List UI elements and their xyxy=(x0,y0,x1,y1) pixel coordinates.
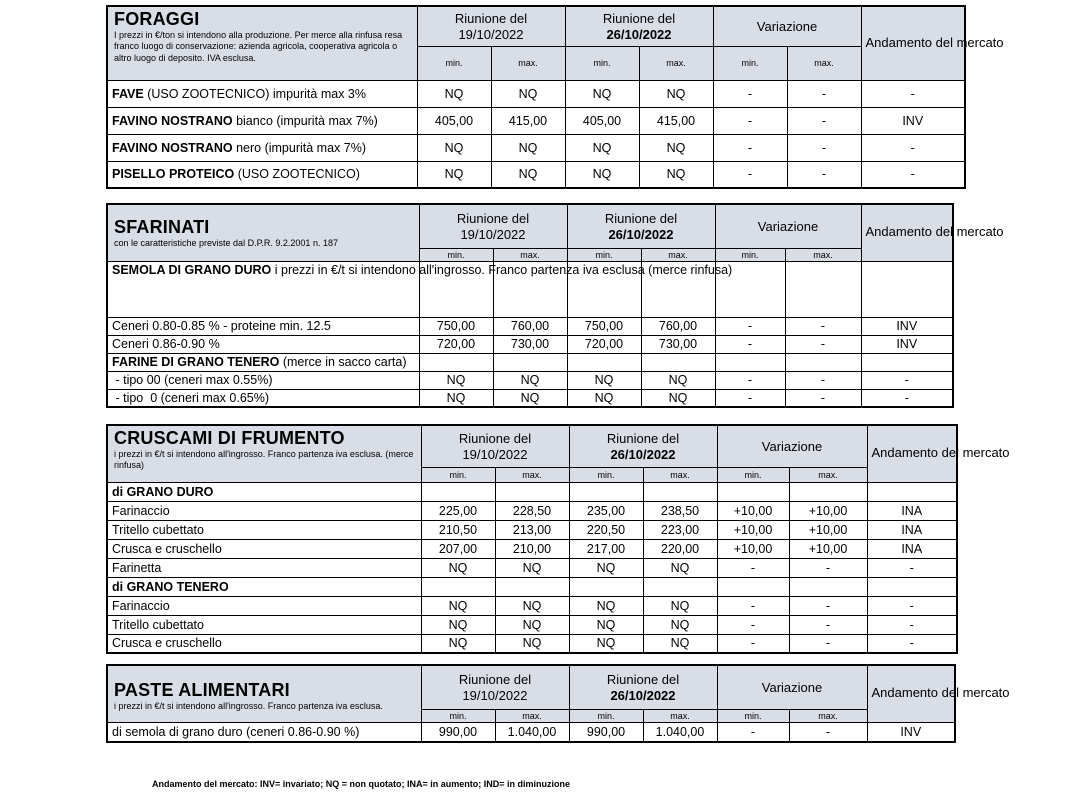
table-row xyxy=(107,107,965,134)
riunione-1-header xyxy=(421,425,569,467)
variazione-header: Variazione xyxy=(713,6,861,46)
cell: - xyxy=(861,80,965,107)
cell: - xyxy=(867,615,957,634)
cell: NQ xyxy=(491,134,565,161)
cell: NQ xyxy=(419,389,493,407)
cell: 760,00 xyxy=(493,317,567,335)
cell: NQ xyxy=(421,634,495,653)
cell: 220,50 xyxy=(569,520,643,539)
max-header: max. xyxy=(643,467,717,482)
cell: 720,00 xyxy=(567,335,641,353)
sfarinati-note: con le caratteristiche previste dal D.P.R. 9.2.2001 n. 187 xyxy=(114,238,338,248)
riunione-1-header xyxy=(419,204,567,248)
cell: - xyxy=(789,615,867,634)
riunione-2-header xyxy=(565,6,713,46)
row-label-bold: FAVINO NOSTRANO xyxy=(112,113,233,128)
cell: NQ xyxy=(417,134,491,161)
cell: NQ xyxy=(421,596,495,615)
riunione-label: Riunione del xyxy=(604,210,678,226)
cell: NQ xyxy=(495,634,569,653)
cell: - xyxy=(713,107,787,134)
cell: - xyxy=(861,161,965,188)
cell: INV xyxy=(867,722,955,742)
riunione-2-header xyxy=(569,665,717,709)
cell: 225,00 xyxy=(421,501,495,520)
table-row xyxy=(107,482,957,501)
table-row xyxy=(107,634,957,653)
cell: - xyxy=(789,596,867,615)
cell: INV xyxy=(861,335,953,353)
cell: NQ xyxy=(641,371,715,389)
min-header: min. xyxy=(419,248,493,261)
cell: NQ xyxy=(565,134,639,161)
cell: +10,00 xyxy=(789,501,867,520)
grano-tenero-label: di GRANO TENERO xyxy=(107,577,421,596)
cell: - xyxy=(787,161,861,188)
cell: 415,00 xyxy=(639,107,713,134)
cell: NQ xyxy=(493,371,567,389)
max-header: max. xyxy=(491,46,565,80)
cell: NQ xyxy=(421,558,495,577)
paste-header xyxy=(107,665,421,722)
sfarinati-table xyxy=(106,203,1004,408)
riunione-label: Riunione del xyxy=(606,430,680,446)
cell: 207,00 xyxy=(421,539,495,558)
cell: - xyxy=(789,722,867,742)
cell: - xyxy=(713,134,787,161)
cell: NQ xyxy=(569,558,643,577)
row-label: Ceneri 0.86-0.90 % xyxy=(107,335,419,353)
row-label: nero (impurità max 7%) xyxy=(232,140,366,155)
cell: 405,00 xyxy=(417,107,491,134)
row-label: Ceneri 0.80-0.85 % - proteine min. 12.5 xyxy=(107,317,419,335)
row-label: bianco (impurità max 7%) xyxy=(232,113,378,128)
table-row xyxy=(107,501,957,520)
min-header: min. xyxy=(713,46,787,80)
riunione-label: Riunione del xyxy=(602,10,676,26)
cell: - xyxy=(713,80,787,107)
cell: 990,00 xyxy=(569,722,643,742)
cell: NQ xyxy=(569,596,643,615)
foraggi-title: FORAGGI xyxy=(114,9,200,29)
cell: 228,50 xyxy=(495,501,569,520)
cell: NQ xyxy=(569,634,643,653)
cell: 415,00 xyxy=(491,107,565,134)
row-label: (USO ZOOTECNICO) impurità max 3% xyxy=(143,86,366,101)
riunione-date-2: 26/10/2022 xyxy=(610,687,676,703)
cell: - xyxy=(785,335,861,353)
cruscami-header xyxy=(107,425,421,482)
min-header: min. xyxy=(717,709,789,722)
cell: NQ xyxy=(643,596,717,615)
cell: 730,00 xyxy=(641,335,715,353)
cell: - xyxy=(861,134,965,161)
table-row xyxy=(107,539,957,558)
riunione-date-1: 19/10/2022 xyxy=(458,26,524,42)
riunione-date-2: 26/10/2022 xyxy=(608,226,674,242)
cell: NQ xyxy=(495,558,569,577)
table-row xyxy=(107,335,953,353)
paste-title: PASTE ALIMENTARI xyxy=(114,680,290,700)
row-label: Farinetta xyxy=(107,558,421,577)
min-header: min. xyxy=(717,467,789,482)
farine-label-bold: FARINE DI GRANO TENERO xyxy=(112,355,280,369)
cell: NQ xyxy=(565,80,639,107)
table-row xyxy=(107,80,965,107)
andamento-header: Andamento del mercato xyxy=(861,204,953,261)
cell: 235,00 xyxy=(569,501,643,520)
paste-note: i prezzi in €/t si intendono all'ingrosso. Franco partenza iva esclusa. xyxy=(114,701,383,711)
cell: +10,00 xyxy=(789,520,867,539)
min-header: min. xyxy=(417,46,491,80)
riunione-label: Riunione del xyxy=(606,671,680,687)
row-label: Tritello cubettato xyxy=(107,615,421,634)
andamento-header: Andamento del mercato xyxy=(867,425,957,482)
cell: 1.040,00 xyxy=(495,722,569,742)
table-row xyxy=(107,261,953,317)
cell: NQ xyxy=(493,389,567,407)
cell: 210,50 xyxy=(421,520,495,539)
cell: 750,00 xyxy=(567,317,641,335)
cell: 223,00 xyxy=(643,520,717,539)
cell: NQ xyxy=(569,615,643,634)
cell: NQ xyxy=(639,161,713,188)
table-row xyxy=(107,371,953,389)
cell: NQ xyxy=(491,80,565,107)
max-header: max. xyxy=(789,709,867,722)
cell: - xyxy=(867,558,957,577)
semola-label: i prezzi in €/t si intendono all'ingrosso. Franco partenza iva esclusa (merce rinfusa) xyxy=(271,262,733,277)
riunione-date-2: 26/10/2022 xyxy=(606,26,672,42)
cell: +10,00 xyxy=(717,501,789,520)
cell: 1.040,00 xyxy=(643,722,717,742)
cell: 217,00 xyxy=(569,539,643,558)
row-label-bold: PISELLO PROTEICO xyxy=(112,167,235,182)
cell: - xyxy=(717,596,789,615)
max-header: max. xyxy=(787,46,861,80)
riunione-2-header xyxy=(567,204,715,248)
cell: - xyxy=(861,371,953,389)
cell: NQ xyxy=(419,371,493,389)
cruscami-table xyxy=(106,424,1010,654)
cell: INV xyxy=(861,317,953,335)
row-label: - tipo 0 (ceneri max 0.65%) xyxy=(107,389,419,407)
row-label: Tritello cubettato xyxy=(107,520,421,539)
min-header: min. xyxy=(421,709,495,722)
min-header: min. xyxy=(569,467,643,482)
cell: - xyxy=(717,634,789,653)
cell: - xyxy=(789,634,867,653)
cell: - xyxy=(789,558,867,577)
riunione-date-1: 19/10/2022 xyxy=(460,226,526,242)
row-label: Crusca e cruschello xyxy=(107,634,421,653)
cell: NQ xyxy=(495,596,569,615)
riunione-1-header xyxy=(417,6,565,46)
min-header: min. xyxy=(567,248,641,261)
farine-label: (merce in sacco carta) xyxy=(279,355,407,369)
row-label: - tipo 00 (ceneri max 0.55%) xyxy=(107,371,419,389)
max-header: max. xyxy=(789,467,867,482)
cell: - xyxy=(717,722,789,742)
cell: NQ xyxy=(567,371,641,389)
table-row xyxy=(107,317,953,335)
cell: - xyxy=(787,80,861,107)
riunione-label: Riunione del xyxy=(454,10,528,26)
table-row xyxy=(107,389,953,407)
paste-table xyxy=(106,664,1010,743)
cell: NQ xyxy=(639,134,713,161)
foraggi-header xyxy=(107,6,417,80)
max-header: max. xyxy=(495,467,569,482)
table-row xyxy=(107,577,957,596)
max-header: max. xyxy=(643,709,717,722)
grano-duro-label: di GRANO DURO xyxy=(107,482,421,501)
cell: 213,00 xyxy=(495,520,569,539)
min-header: min. xyxy=(421,467,495,482)
row-label: Farinaccio xyxy=(107,501,421,520)
cell: INA xyxy=(867,501,957,520)
max-header: max. xyxy=(639,46,713,80)
cell: +10,00 xyxy=(789,539,867,558)
max-header: max. xyxy=(495,709,569,722)
riunione-date-1: 19/10/2022 xyxy=(462,446,528,462)
sfarinati-header xyxy=(107,204,419,261)
sfarinati-title: SFARINATI xyxy=(114,217,210,237)
cell: NQ xyxy=(417,161,491,188)
cell: NQ xyxy=(643,634,717,653)
cell: - xyxy=(713,161,787,188)
cell: 990,00 xyxy=(421,722,495,742)
max-header: max. xyxy=(493,248,567,261)
cell: - xyxy=(867,596,957,615)
row-label: Farinaccio xyxy=(107,596,421,615)
cell: NQ xyxy=(643,615,717,634)
row-label: di semola di grano duro (ceneri 0.86-0.90 %) xyxy=(107,722,421,742)
cell: 720,00 xyxy=(419,335,493,353)
cell: 760,00 xyxy=(641,317,715,335)
table-row xyxy=(107,596,957,615)
cell: NQ xyxy=(421,615,495,634)
row-label-bold: FAVINO NOSTRANO xyxy=(112,140,233,155)
cell: - xyxy=(787,107,861,134)
cell: INA xyxy=(867,520,957,539)
table-row xyxy=(107,558,957,577)
riunione-date-2: 26/10/2022 xyxy=(610,446,676,462)
andamento-header: Andamento del mercato xyxy=(861,6,965,80)
cell: NQ xyxy=(495,615,569,634)
cell: - xyxy=(717,615,789,634)
riunione-label: Riunione del xyxy=(458,671,532,687)
cell: - xyxy=(785,317,861,335)
riunione-label: Riunione del xyxy=(456,210,530,226)
cell: - xyxy=(861,389,953,407)
cell: NQ xyxy=(639,80,713,107)
cell: NQ xyxy=(565,161,639,188)
cell: NQ xyxy=(641,389,715,407)
cell: NQ xyxy=(491,161,565,188)
cruscami-title: CRUSCAMI DI FRUMENTO xyxy=(114,428,345,448)
max-header: max. xyxy=(641,248,715,261)
min-header: min. xyxy=(565,46,639,80)
variazione-header: Variazione xyxy=(717,665,867,709)
cell: 730,00 xyxy=(493,335,567,353)
semola-label-bold: SEMOLA DI GRANO DURO xyxy=(112,262,272,277)
riunione-date-1: 19/10/2022 xyxy=(462,687,528,703)
variazione-header: Variazione xyxy=(715,204,861,248)
foraggi-table xyxy=(106,5,1004,189)
cell: 750,00 xyxy=(419,317,493,335)
foraggi-note: I prezzi in €/ton si intendono alla produzione. Per merce alla rinfusa resa franco luogo di conservazione: azienda agricola, cooperativa agricola o altro luogo di deposito. IVA esclusa. xyxy=(114,30,403,63)
table-row xyxy=(107,722,955,742)
table-row xyxy=(107,161,965,188)
table-row xyxy=(107,134,965,161)
cell: - xyxy=(785,389,861,407)
riunione-label: Riunione del xyxy=(458,430,532,446)
riunione-2-header xyxy=(569,425,717,467)
cell: - xyxy=(867,634,957,653)
variazione-header: Variazione xyxy=(717,425,867,467)
cell: NQ xyxy=(567,389,641,407)
cell: INV xyxy=(861,107,965,134)
row-label: (USO ZOOTECNICO) xyxy=(234,167,360,182)
cell: - xyxy=(785,371,861,389)
cell: - xyxy=(715,371,785,389)
row-label-bold: FAVE xyxy=(112,86,144,101)
andamento-header: Andamento del mercato xyxy=(867,665,955,722)
cell: 238,50 xyxy=(643,501,717,520)
min-header: min. xyxy=(715,248,785,261)
cell: +10,00 xyxy=(717,520,789,539)
legend-note: Andamento del mercato: INV= invariato; NQ = non quotato; INA= in aumento; IND= in diminuzione xyxy=(152,779,571,789)
table-row xyxy=(107,615,957,634)
table-row xyxy=(107,520,957,539)
max-header: max. xyxy=(785,248,861,261)
cell: INA xyxy=(867,539,957,558)
cell: NQ xyxy=(643,558,717,577)
cell: - xyxy=(787,134,861,161)
cell: - xyxy=(715,317,785,335)
cruscami-note: i prezzi in €/t si intendono all'ingrosso. Franco partenza iva esclusa. (merce rinfusa) xyxy=(114,449,414,471)
row-label: Crusca e cruschello xyxy=(107,539,421,558)
cell: 220,00 xyxy=(643,539,717,558)
cell: 210,00 xyxy=(495,539,569,558)
cell: 405,00 xyxy=(565,107,639,134)
cell: +10,00 xyxy=(717,539,789,558)
cell: NQ xyxy=(417,80,491,107)
table-row xyxy=(107,353,953,371)
cell: - xyxy=(715,335,785,353)
cell: - xyxy=(715,389,785,407)
riunione-1-header xyxy=(421,665,569,709)
min-header: min. xyxy=(569,709,643,722)
cell: - xyxy=(717,558,789,577)
